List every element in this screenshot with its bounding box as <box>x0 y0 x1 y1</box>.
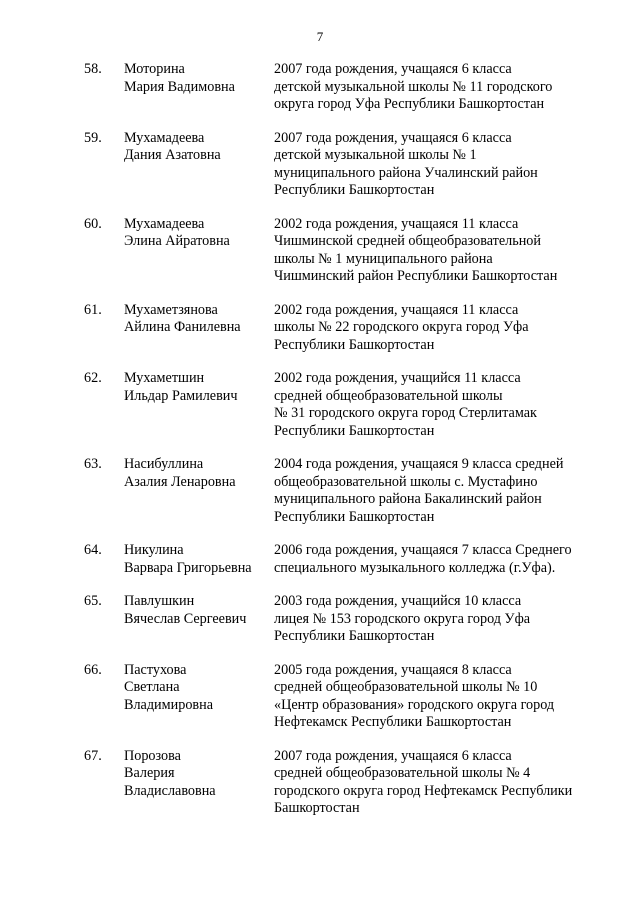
person-description <box>274 216 614 286</box>
person-description <box>274 456 614 526</box>
entry-number: 64. <box>84 542 102 558</box>
person-name-line: Мухамадеева <box>124 129 205 146</box>
description-line: 2003 года рождения, учащийся 10 класса <box>274 593 522 609</box>
description-line: Республики Башкортостан <box>274 628 435 644</box>
person-name-line: Владимировна <box>124 696 213 713</box>
description-line: муниципального района Бакалинский район <box>274 491 542 507</box>
person-name <box>124 370 269 405</box>
list-item <box>0 61 640 114</box>
description-line: округа город Уфа Республики Башкортостан <box>274 96 545 112</box>
description-line: средней общеобразовательной школы <box>274 387 503 404</box>
person-name-line: Мухаметзянова <box>124 301 218 318</box>
person-name <box>124 216 269 251</box>
description-line: № 31 городского округа город Стерлитамак <box>274 405 537 421</box>
person-name <box>124 542 269 577</box>
person-name-line: Дания Азатовна <box>124 147 221 163</box>
person-name-line: Мария Вадимовна <box>124 78 235 95</box>
person-description <box>274 130 614 200</box>
description-line: школы № 1 муниципального района <box>274 250 493 267</box>
person-description <box>274 748 614 818</box>
description-line: детской музыкальной школы № 1 <box>274 147 477 163</box>
person-name-line: Айлина Фанилевна <box>124 319 241 335</box>
description-line: 2007 года рождения, учащаяся 6 класса <box>274 61 512 77</box>
person-name-line: Павлушкин <box>124 593 195 609</box>
person-description <box>274 662 614 732</box>
description-line: Республики Башкортостан <box>274 182 435 198</box>
entry-number: 65. <box>84 593 102 609</box>
list-item <box>0 456 640 526</box>
person-name <box>124 748 269 801</box>
description-line: 2002 года рождения, учащийся 11 класса <box>274 370 521 386</box>
person-name-line: Порозова <box>124 747 181 764</box>
entry-list <box>0 61 640 818</box>
description-line: специального музыкального колледжа (г.Уфа). <box>274 559 556 576</box>
page-number: 7 <box>316 29 324 44</box>
description-line: школы № 22 городского округа город Уфа <box>274 319 529 335</box>
description-line: общеобразовательной школы с. Мустафино <box>274 473 538 490</box>
description-line: «Центр образования» городского округа город <box>274 696 555 713</box>
description-line: средней общеобразовательной школы № 10 <box>274 679 538 695</box>
list-item <box>0 662 640 732</box>
list-item <box>0 216 640 286</box>
description-line: Республики Башкортостан <box>274 422 435 439</box>
person-name-line: Никулина <box>124 542 184 558</box>
person-name-line: Моторина <box>124 61 185 77</box>
description-line: Республики Башкортостан <box>274 336 435 353</box>
entry-number: 63. <box>84 456 102 472</box>
description-line: 2007 года рождения, учащаяся 6 класса <box>274 747 512 764</box>
person-name-line: Пастухова <box>124 661 187 678</box>
entry-number: 66. <box>84 661 102 678</box>
person-description <box>274 302 614 355</box>
entry-number: 59. <box>84 129 102 146</box>
description-line: Нефтекамск Республики Башкортостан <box>274 714 512 730</box>
list-item <box>0 542 640 577</box>
person-name-line: Ильдар Рамилевич <box>124 387 238 404</box>
list-item <box>0 302 640 355</box>
entry-number: 58. <box>84 61 102 77</box>
person-name-line: Варвара Григорьевна <box>124 559 252 576</box>
description-line: 2007 года рождения, учащаяся 6 класса <box>274 129 512 146</box>
person-name <box>124 662 269 715</box>
description-line: 2005 года рождения, учащаяся 8 класса <box>274 661 512 678</box>
entry-number: 61. <box>84 301 102 318</box>
description-line: муниципального района Учалинский район <box>274 164 538 181</box>
person-name-line: Элина Айратовна <box>124 233 230 249</box>
person-name <box>124 302 269 337</box>
person-description <box>274 593 614 646</box>
description-line: Чишминский район Республики Башкортостан <box>274 268 558 284</box>
entry-number: 62. <box>84 370 102 386</box>
list-item <box>0 130 640 200</box>
description-line: Чишминской средней общеобразовательной <box>274 233 541 249</box>
person-name-line: Светлана <box>124 679 180 695</box>
list-item <box>0 593 640 646</box>
description-line: городского округа город Нефтекамск Республики <box>274 782 573 799</box>
person-name-line: Вячеслав Сергеевич <box>124 610 247 627</box>
entry-number: 60. <box>84 215 102 232</box>
entry-number: 67. <box>84 747 102 764</box>
person-name <box>124 61 269 96</box>
person-name-line: Мухамадеева <box>124 215 205 232</box>
description-line: средней общеобразовательной школы № 4 <box>274 765 531 781</box>
person-name <box>124 593 269 628</box>
description-line: 2002 года рождения, учащаяся 11 класса <box>274 301 519 318</box>
description-line: Республики Башкортостан <box>274 508 435 525</box>
description-line: 2004 года рождения, учащаяся 9 класса средней <box>274 456 564 472</box>
person-name <box>124 456 269 491</box>
person-name-line: Азалия Ленаровна <box>124 473 236 490</box>
description-line: Башкортостан <box>274 800 360 816</box>
description-line: 2002 года рождения, учащаяся 11 класса <box>274 215 519 232</box>
person-description <box>274 542 614 577</box>
person-name-line: Владиславовна <box>124 782 216 799</box>
person-description <box>274 370 614 440</box>
person-name-line: Насибуллина <box>124 456 204 472</box>
description-line: лицея № 153 городского округа город Уфа <box>274 610 531 627</box>
description-line: детской музыкальной школы № 11 городского <box>274 78 553 95</box>
person-name-line: Валерия <box>124 765 175 781</box>
person-name <box>124 130 269 165</box>
person-name-line: Мухаметшин <box>124 370 205 386</box>
person-description <box>274 61 614 114</box>
list-item <box>0 748 640 818</box>
list-item <box>0 370 640 440</box>
description-line: 2006 года рождения, учащаяся 7 класса Среднего <box>274 542 572 558</box>
